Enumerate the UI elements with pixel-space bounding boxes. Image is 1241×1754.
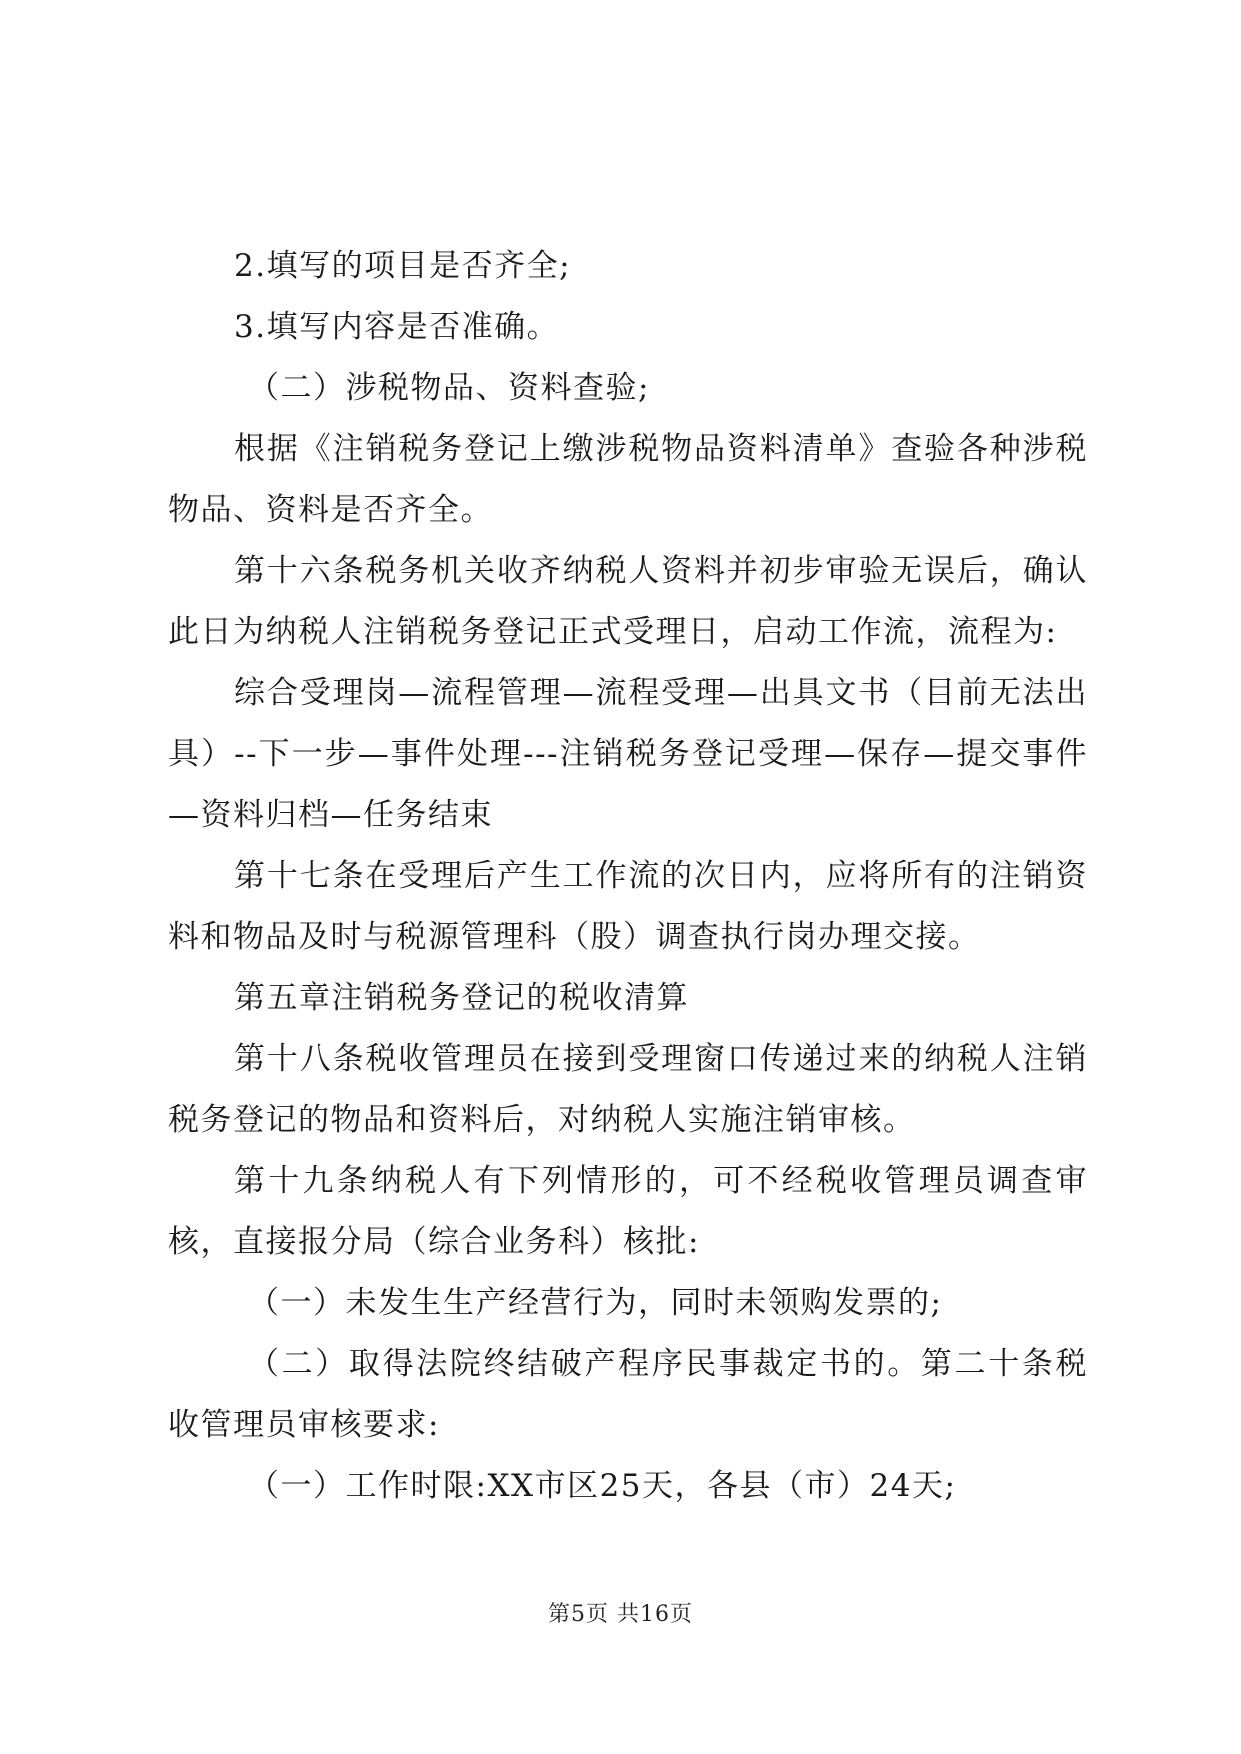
paragraph-item-3: 3.填写内容是否准确。 (234, 309, 560, 345)
paragraph-article-17: 第十七条在受理后产生工作流的次日内，应将所有的注销资料和物品及时与税源管理科（股）调查执行岗办理交接。 (168, 858, 1088, 955)
list-item-time-limit: （一）工作时限:XX市区25天，各县（市）24天; (248, 1468, 957, 1504)
chapter-heading: 第五章注销税务登记的税收清算 (234, 980, 689, 1016)
page-body (168, 236, 1088, 1517)
paragraph-article-19: 第十九条纳税人有下列情形的，可不经税收管理员调查审核，直接报分局（综合业务科）核批: (168, 1163, 1088, 1260)
paragraph-article-16: 第十六条税务机关收齐纳税人资料并初步审验无误后，确认此日为纳税人注销税务登记正式受理日，启动工作流，流程为: (168, 553, 1088, 650)
paragraph-workflow: 综合受理岗—流程管理—流程受理—出具文书（目前无法出具）--下一步—事件处理---注销税务登记受理—保存—提交事件—资料归档—任务结束 (168, 675, 1088, 833)
subheading-materials-check: （二）涉税物品、资料查验; (248, 370, 650, 406)
paragraph-checklist: 根据《注销税务登记上缴涉税物品资料清单》查验各种涉税物品、资料是否齐全。 (168, 431, 1088, 528)
paragraph-article-18: 第十八条税收管理员在接到受理窗口传递过来的纳税人注销税务登记的物品和资料后，对纳税人实施注销审核。 (168, 1041, 1088, 1138)
list-item-condition-2: （二）取得法院终结破产程序民事裁定书的。第二十条税收管理员审核要求: (168, 1346, 1088, 1443)
page-number-footer: 第5页 共16页 (548, 1602, 693, 1627)
list-item-condition-1: （一）未发生生产经营行为，同时未领购发票的; (248, 1285, 943, 1321)
paragraph-item-2: 2.填写的项目是否齐全; (234, 248, 572, 284)
